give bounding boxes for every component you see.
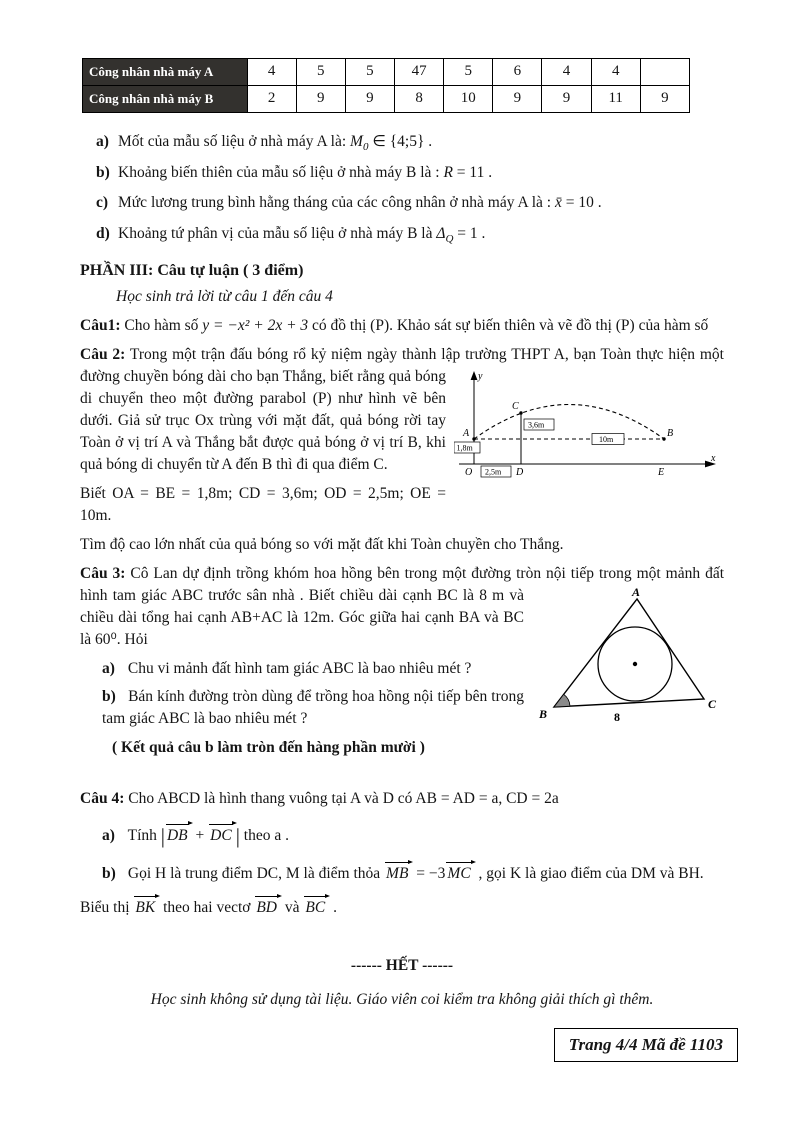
cau4-a-label: a) — [102, 826, 115, 844]
label-B: B — [539, 706, 548, 721]
cau4-item-a — [102, 822, 724, 852]
cau2-text-1: Trong một trận đấu bóng rổ kỷ niệm ngày thành lập trường THPT A, bạn Toàn thực hiện một — [125, 345, 724, 363]
label-B: B — [667, 427, 674, 439]
cell: 9 — [345, 86, 394, 113]
statement-c — [96, 192, 724, 217]
statement-a-label: a) — [96, 133, 109, 150]
label-O: O — [465, 466, 473, 478]
cau3-text-2: hình tam giác ABC trước sân nhà . Biết chiều dài cạnh BC là 8 m và chiều dài tổng hai cạnh AB+AC là 12m. Góc giữa hai cạnh BA và BC là 60⁰. Hỏi — [80, 586, 524, 648]
part3-title: PHẦN III: Câu tự luận ( 3 điểm) — [80, 261, 304, 279]
cell: 4 — [542, 59, 591, 86]
cau4-b2-text-2: theo hai vectơ — [159, 899, 255, 917]
vector-BD: BD — [254, 897, 281, 919]
parabola-curve — [474, 404, 664, 439]
label-D: D — [516, 466, 524, 478]
cell: 4 — [247, 59, 296, 86]
label-side-8: 8 — [614, 709, 620, 724]
cau4-b2-text-1: Biểu thị — [80, 899, 134, 917]
abs-bar: | — [160, 823, 165, 848]
label-A: A — [632, 586, 641, 599]
cell: 10 — [444, 86, 493, 113]
cau2-given: Biết OA = BE = 1,8m; CD = 3,6m; OD = 2,5m; OE = 10m. — [80, 484, 446, 524]
vector-MC: MC — [445, 863, 474, 885]
cell: 8 — [395, 86, 444, 113]
cau4-b-text-2: = −3 — [412, 865, 446, 883]
vector-MB: MB — [384, 863, 412, 885]
page-number-box: Trang 4/4 Mã đề 1103 — [554, 1028, 738, 1062]
triangle-abc — [554, 599, 704, 707]
cell: 47 — [395, 59, 444, 86]
plus-sign: + — [191, 826, 209, 844]
parabola-figure — [454, 369, 722, 487]
cell: 4 — [591, 59, 640, 86]
cell: 5 — [444, 59, 493, 86]
cell — [640, 59, 689, 86]
math-subscript: 0 — [362, 141, 369, 154]
exam-footnote: Học sinh không sử dụng tài liệu. Giáo viên coi kiểm tra không giải thích gì thêm. — [150, 991, 654, 1009]
cau3-figure — [534, 587, 724, 727]
statement-d-text: Khoảng tứ phân vị của mẫu số liệu ở nhà máy B là — [118, 225, 437, 243]
cell: 9 — [493, 86, 542, 113]
statement-b-tail: = 11 . — [452, 163, 493, 181]
statement-d-label: d) — [96, 225, 110, 243]
triangle-figure — [534, 587, 724, 727]
cell: 6 — [493, 59, 542, 86]
cau3-a-text: Chu vi mảnh đất hình tam giác ABC là bao nhiêu mét ? — [127, 659, 472, 677]
label-C: C — [708, 696, 717, 711]
cau2-question: Tìm độ cao lớn nhất của quả bóng so với mặt đất khi Toàn chuyền cho Thắng. — [80, 535, 564, 553]
y-axis-arrow — [471, 371, 478, 380]
cell: 11 — [591, 86, 640, 113]
cau2-text-2: đường chuyền bóng dài cho bạn Thắng, biết rằng quả bóng di chuyển theo một đường parabol (P) như hình vẽ bên dưới. Giả sử trục Ox trùng với mặt đất, quả bóng rời tay Toàn ở vị trí A và Thắng bắt được quả bóng ở vị trí B, khi quả bóng di chuyển từ A đến B thì đi qua điểm C. — [80, 367, 446, 473]
math-symbol: R — [443, 163, 453, 181]
part3-subtitle: Học sinh trả lời từ câu 1 đến câu 4 — [116, 287, 333, 305]
angle-mark-b — [554, 694, 570, 707]
label-A: A — [463, 427, 470, 439]
cau1-label: Câu1: — [80, 316, 121, 334]
statements — [96, 131, 724, 248]
cell: 2 — [247, 86, 296, 113]
point-c — [519, 411, 522, 414]
cell: 5 — [296, 59, 345, 86]
cau4-b-text-3: , gọi K là giao điểm của DM và BH. — [474, 865, 704, 883]
cell: 5 — [345, 59, 394, 86]
table-row-factory-a — [83, 59, 690, 86]
vector-DC: DC — [208, 825, 236, 847]
cau3-label: Câu 3: — [80, 564, 126, 582]
row-header-factory-b: Công nhân nhà máy B — [83, 86, 248, 113]
cau3-b-label: b) — [102, 687, 116, 705]
cell: 9 — [296, 86, 345, 113]
math-subscript: Q — [445, 233, 454, 246]
cau3-a-label: a) — [102, 659, 115, 677]
statement-a-tail: ∈ {4;5} . — [368, 133, 433, 150]
statement-b-text: Khoảng biến thiên của mẫu số liệu ở nhà máy B là : — [118, 163, 444, 181]
cau3-text-1: Cô Lan dự định trồng khóm hoa hồng bên trong một đường tròn nội tiếp trong một mảnh đất — [125, 564, 725, 582]
point-a — [472, 437, 475, 440]
label-C: C — [512, 400, 519, 412]
label-od: 2,5m — [485, 467, 502, 477]
row-header-factory-a: Công nhân nhà máy A — [83, 59, 248, 86]
table-row-factory-b — [83, 86, 690, 113]
cau3-b-text: Bán kính đường tròn dùng để trồng hoa hồng nội tiếp bên trong tam giác ABC là bao nhiêu mét ? — [102, 687, 524, 727]
cau4-paragraph — [80, 788, 724, 810]
statement-a — [96, 131, 724, 156]
abs-bar: | — [235, 823, 240, 848]
cau4-label: Câu 4: — [80, 789, 125, 807]
statement-a-text: Mốt của mẫu số liệu ở nhà máy A là: — [118, 133, 351, 150]
cau4-subitems — [102, 822, 724, 886]
circle-center — [633, 661, 637, 665]
cau4-b2-text-3: và — [281, 899, 304, 917]
math-symbol: x̄ — [554, 194, 562, 212]
statement-c-label: c) — [96, 194, 109, 212]
cell: 9 — [542, 86, 591, 113]
vector-DB: DB — [165, 825, 192, 847]
cau4-b2-text-4: . — [329, 899, 337, 917]
vector-BK: BK — [133, 897, 159, 919]
label-x-axis: x — [711, 452, 716, 464]
label-y-axis: y — [478, 370, 483, 382]
point-b — [662, 437, 665, 440]
cell: 9 — [640, 86, 689, 113]
cau3-rounding-note: ( Kết quả câu b làm tròn đến hàng phần mười ) — [112, 738, 425, 756]
statement-d — [96, 223, 724, 248]
statement-c-text: Mức lương trung bình hằng tháng của các công nhân ở nhà máy A là : — [118, 194, 555, 212]
cau4-b-text-1: Gọi H là trung điểm DC, M là điểm thỏa — [127, 865, 385, 883]
cau4-a-tail: theo a . — [239, 826, 289, 844]
frequency-table — [82, 58, 690, 113]
statement-d-tail: = 1 . — [453, 225, 486, 243]
cau1-equation: y = −x² + 2x + 3 — [202, 316, 309, 334]
cau4-item-b — [102, 863, 724, 885]
cau4-a-pre: Tính — [127, 826, 161, 844]
cau1-paragraph — [80, 315, 724, 337]
cau2-figure — [454, 369, 724, 487]
cau4-b-label: b) — [102, 865, 116, 883]
cau2-label: Câu 2: — [80, 345, 126, 363]
cau4-intro: Cho ABCD là hình thang vuông tại A và D có AB = AD = a, CD = 2a — [124, 789, 559, 807]
label-cd: 3,6m — [528, 420, 545, 430]
cau4-b-continuation — [80, 897, 724, 919]
vector-BC: BC — [303, 897, 329, 919]
math-symbol: Δ — [436, 225, 446, 243]
end-marker: ------ HẾT ------ — [350, 957, 454, 975]
label-E: E — [658, 466, 665, 478]
cau1-text: Cho hàm số — [120, 316, 203, 334]
cau1-tail: có đồ thị (P). Khảo sát sự biến thiên và vẽ đồ thị (P) của hàm số — [308, 316, 709, 334]
statement-b-label: b) — [96, 163, 110, 181]
statement-c-tail: = 10 . — [561, 194, 602, 212]
label-oa: 1,8m — [456, 443, 473, 453]
label-ab: 10m — [599, 434, 614, 444]
math-symbol: M — [350, 133, 363, 150]
statement-b — [96, 162, 724, 187]
cau2-paragraph — [80, 344, 724, 476]
